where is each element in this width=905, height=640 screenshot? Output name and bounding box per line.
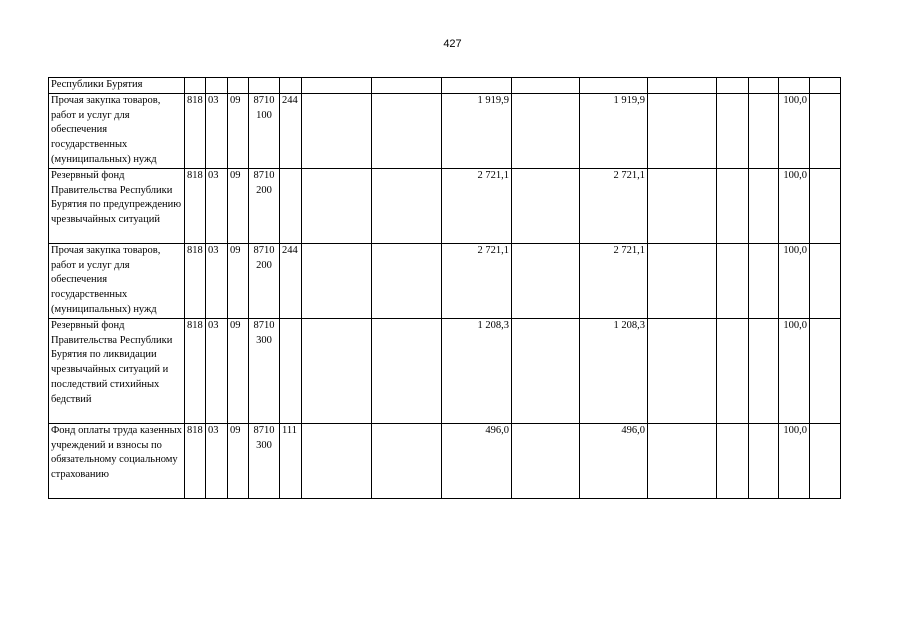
code-rz: 03	[206, 94, 228, 169]
value-percent	[779, 78, 810, 94]
table-row	[49, 169, 841, 244]
value-percent: 100,0	[779, 169, 810, 244]
code-pr	[228, 78, 249, 94]
code-gr: 818	[185, 94, 206, 169]
table-row	[49, 319, 841, 424]
value-plan: 496,0	[442, 424, 512, 499]
value-plan: 2 721,1	[442, 244, 512, 319]
code-gr: 818	[185, 319, 206, 424]
code-gr: 818	[185, 424, 206, 499]
code-gr: 818	[185, 244, 206, 319]
value-fact: 2 721,1	[580, 244, 648, 319]
budget-table	[48, 77, 841, 499]
code-rz: 03	[206, 169, 228, 244]
code-vr	[280, 78, 302, 94]
value-plan	[442, 78, 512, 94]
row-name: Фонд оплаты труда казенных учреждений и взносы по обязательному социальному страхованию	[49, 424, 185, 499]
code-pr: 09	[228, 169, 249, 244]
value-fact	[580, 78, 648, 94]
code-rz	[206, 78, 228, 94]
code-pr: 09	[228, 319, 249, 424]
code-pr: 09	[228, 244, 249, 319]
code-rz: 03	[206, 319, 228, 424]
code-vr: 244	[280, 244, 302, 319]
code-csr: 8710 300	[249, 424, 280, 499]
code-vr	[280, 169, 302, 244]
code-csr: 8710 100	[249, 94, 280, 169]
value-percent: 100,0	[779, 319, 810, 424]
code-rz: 03	[206, 424, 228, 499]
row-name: Резервный фонд Правительства Республики Бурятия по предупреждению чрезвычайных ситуаций	[49, 169, 185, 244]
value-plan: 1 208,3	[442, 319, 512, 424]
table-row	[49, 244, 841, 319]
code-gr	[185, 78, 206, 94]
row-name: Республики Бурятия	[49, 78, 185, 94]
code-vr: 244	[280, 94, 302, 169]
value-plan: 1 919,9	[442, 94, 512, 169]
code-gr: 818	[185, 169, 206, 244]
row-name: Прочая закупка товаров, работ и услуг для обеспечения государственных (муниципальных) нужд	[49, 94, 185, 169]
page-number: 427	[443, 38, 462, 50]
code-csr: 8710 200	[249, 244, 280, 319]
code-rz: 03	[206, 244, 228, 319]
code-vr: 111	[280, 424, 302, 499]
row-name: Резервный фонд Правительства Республики Бурятия по ликвидации чрезвычайных ситуаций и последствий стихийных бедствий	[49, 319, 185, 424]
value-fact: 1 208,3	[580, 319, 648, 424]
code-pr: 09	[228, 94, 249, 169]
table-row	[49, 94, 841, 169]
value-fact: 2 721,1	[580, 169, 648, 244]
row-name: Прочая закупка товаров, работ и услуг для обеспечения государственных (муниципальных) нужд	[49, 244, 185, 319]
value-fact: 496,0	[580, 424, 648, 499]
code-csr: 8710 200	[249, 169, 280, 244]
code-vr	[280, 319, 302, 424]
value-percent: 100,0	[779, 94, 810, 169]
value-percent: 100,0	[779, 424, 810, 499]
code-csr: 8710 300	[249, 319, 280, 424]
table-row	[49, 78, 841, 94]
code-pr: 09	[228, 424, 249, 499]
value-plan: 2 721,1	[442, 169, 512, 244]
value-percent: 100,0	[779, 244, 810, 319]
table-row	[49, 424, 841, 499]
code-csr	[249, 78, 280, 94]
value-fact: 1 919,9	[580, 94, 648, 169]
